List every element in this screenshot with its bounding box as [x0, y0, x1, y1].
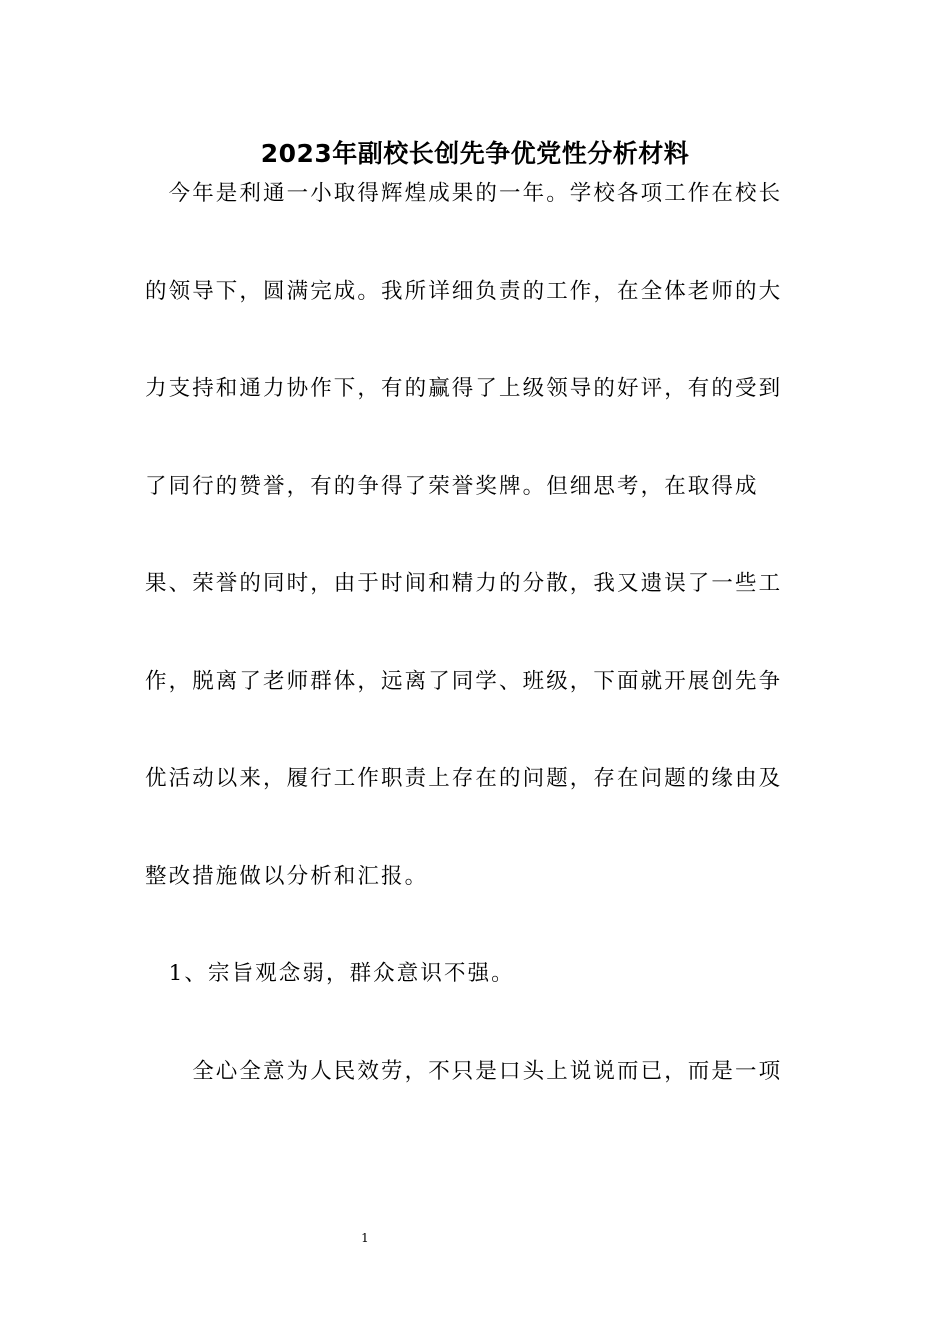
- page-number: 1: [361, 1231, 369, 1245]
- paragraph-line-4: 了同行的赞誉，有的争得了荣誉奖牌。但细思考，在取得成: [145, 474, 759, 499]
- paragraph-line-6: 作，脱离了老师群体，远离了同学、班级，下面就开展创先争: [145, 669, 783, 694]
- paragraph-line-3: 力支持和通力协作下，有的赢得了上级领导的好评，有的受到: [145, 376, 783, 401]
- paragraph-line-7: 优活动以来，履行工作职责上存在的问题，存在问题的缘由及: [145, 766, 783, 791]
- section-heading-1: 1、宗旨观念弱，群众意识不强。: [145, 961, 515, 986]
- paragraph-line-8: 整改措施做以分析和汇报。: [145, 864, 429, 889]
- document-title: 2023年副校长创先争优党性分析材料: [260, 139, 690, 168]
- paragraph-line-1: 今年是利通一小取得辉煌成果的一年。学校各项工作在校长: [145, 181, 783, 206]
- paragraph-line-9: 全心全意为人民效劳，不只是口头上说说而已，而是一项: [145, 1059, 783, 1084]
- paragraph-line-5: 果、荣誉的同时，由于时间和精力的分散，我又遗误了一些工: [145, 571, 783, 596]
- paragraph-line-2: 的领导下，圆满完成。我所详细负责的工作，在全体老师的大: [145, 279, 783, 304]
